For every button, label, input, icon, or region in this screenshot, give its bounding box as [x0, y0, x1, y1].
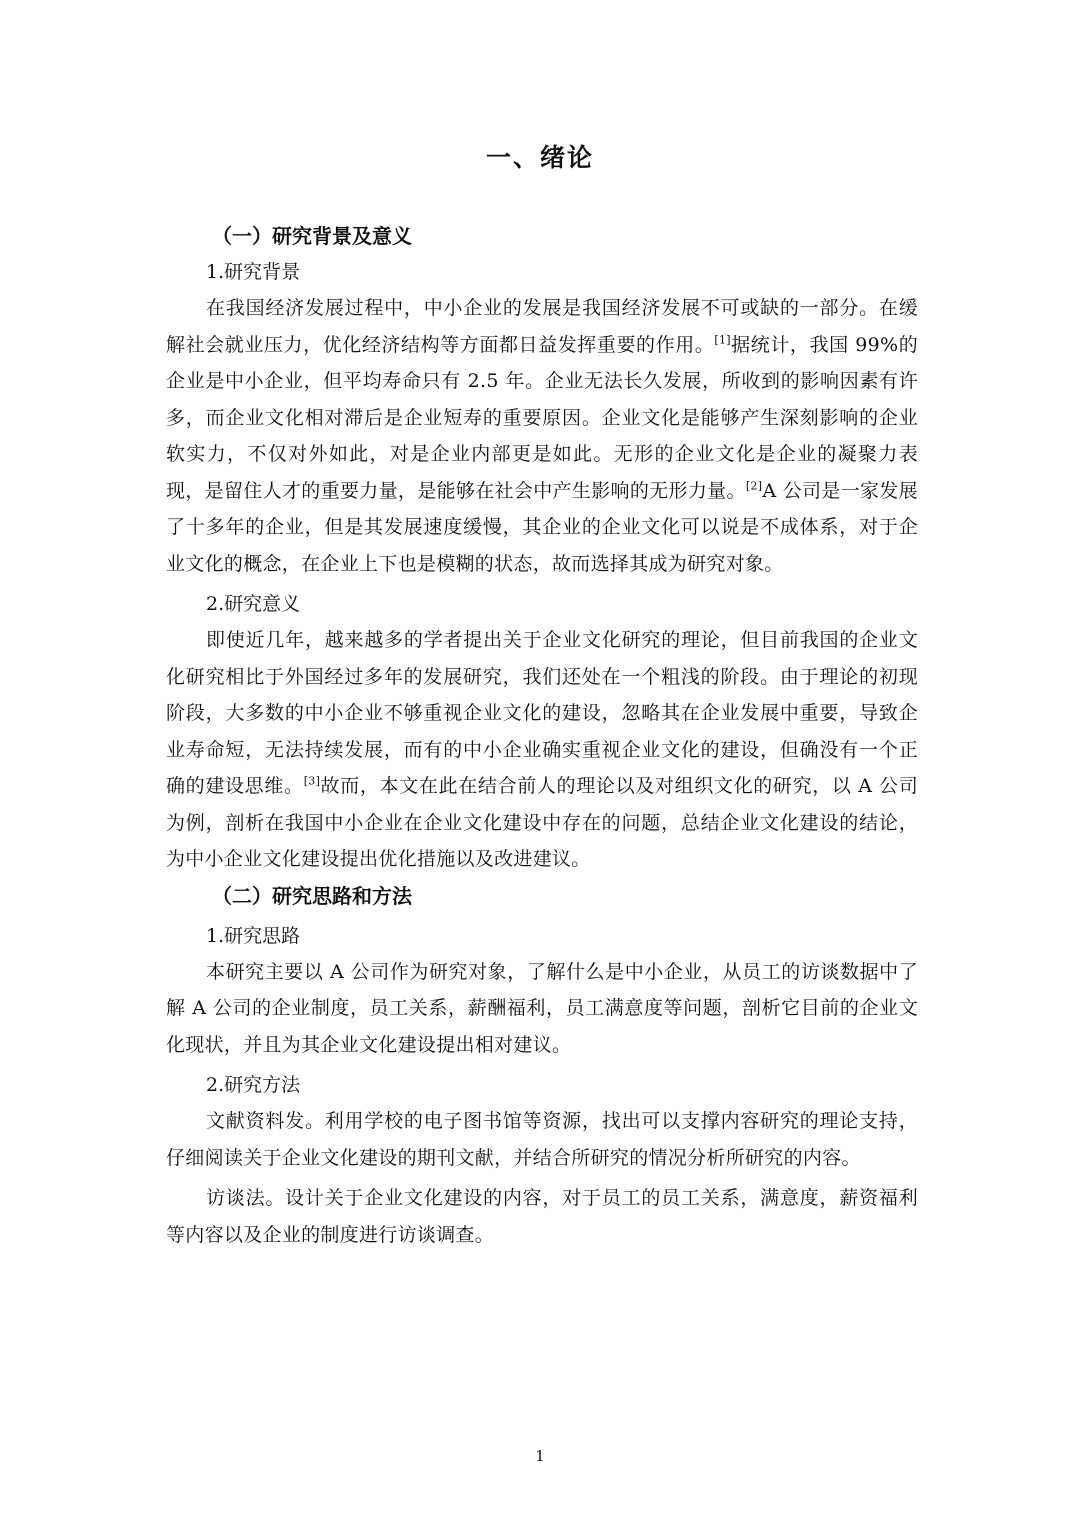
paragraph-text: 即使近几年，越来越多的学者提出关于企业文化研究的理论，但目前我国的企业文化研究相比于外国经过多年的发展研究，我们还处在一个粗浅的阶段。由于理论的初现阶段，大多数的中小企业不够重视企业文化的建设，忽略其在企业发展中重要，导致企业寿命短，无法持续发展，而有的中小企业确实重视企业文化的建设，但确没有一个正确的建设思维。	[166, 629, 918, 797]
subheading-research-approach: 1.研究思路	[206, 924, 301, 947]
section-heading-methods: （二）研究思路和方法	[212, 883, 412, 908]
subheading-research-background: 1.研究背景	[206, 261, 301, 283]
citation-ref-3: [3]	[303, 774, 321, 788]
section-heading-background: （一）研究背景及意义	[212, 224, 412, 248]
paragraph-text: 在我国经济发展过程中，中小企业的发展是我国经济发展不可或缺的一部分。在缓解社会就业压力，优化经济结构等方面都日益发挥重要的作用。	[166, 297, 918, 356]
page-number: 1	[535, 1447, 545, 1465]
paragraph-text: 据统计，我国 99%的企业是中小企业，但平均寿命只有 2.5 年。企业无法长久发展，所收到的影响因素有许多，而企业文化相对滞后是企业短寿的重要原因。企业文化是能够产生深刻影响的企业软实力，不仅对外如此，对是企业内部更是如此。无形的企业文化是企业的凝聚力表现，是留住人才的重要力量，是能够在社会中产生影响的无形力量。	[166, 333, 918, 502]
paragraph-text: 故而，本文在此在结合前人的理论以及对组织文化的研究，以 A 公司为例，剖析在我国中小企业在企业文化建设中存在的问题，总结企业文化建设的结论，为中小企业文化建设提出优化措施以及改进建议。	[166, 775, 918, 870]
paragraph-interview-method: 访谈法。设计关于企业文化建设的内容，对于员工的员工关系，满意度，薪资福利等内容以及企业的制度进行访谈调查。	[166, 1187, 918, 1246]
citation-ref-2: [2]	[745, 479, 763, 493]
citation-ref-1: [1]	[714, 333, 731, 347]
paragraph-text: A 公司是一家发展了十多年的企业，但是其发展速度缓慢，其企业的企业文化可以说是不成体系，对于企业文化的概念，在企业上下也是模糊的状态，故而选择其成为研究对象。	[166, 479, 918, 575]
body-content	[166, 218, 918, 1253]
paragraph-literature-method: 文献资料发。利用学校的电子图书馆等资源，找出可以支撑内容研究的理论支持，仔细阅读关于企业文化建设的期刊文献，并结合所研究的情况分析所研究的内容。	[166, 1110, 918, 1169]
subheading-research-significance: 2.研究意义	[206, 593, 301, 615]
subheading-research-methods: 2.研究方法	[206, 1074, 301, 1096]
paragraph-research-significance	[166, 622, 918, 878]
chapter-title: 一、绪论	[485, 143, 594, 172]
paragraph-research-approach: 本研究主要以 A 公司作为研究对象，了解什么是中小企业，从员工的访谈数据中了解 A 公司的企业制度，员工关系，薪酬福利，员工满意度等问题，剖析它目前的企业文化现状，并且为其企业文化建设提出相对建议。	[166, 960, 918, 1056]
paragraph-research-background	[166, 290, 918, 582]
